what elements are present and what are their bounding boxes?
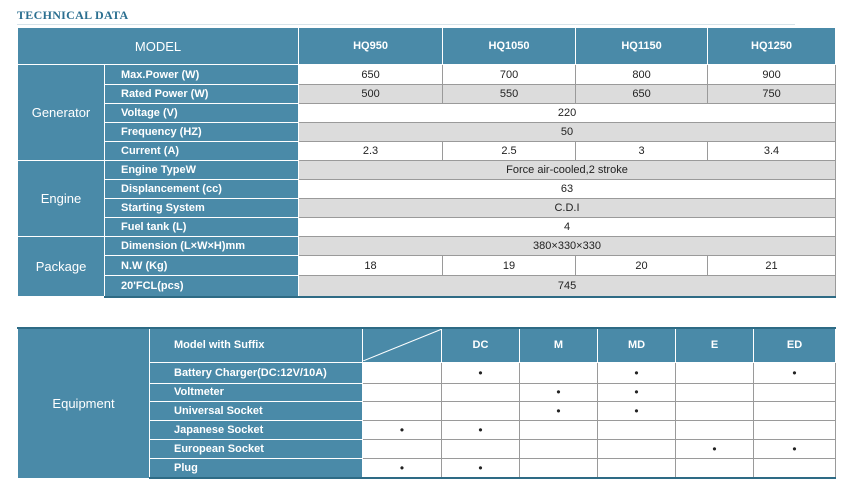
mark-cell: • bbox=[754, 439, 836, 458]
diagonal-line-icon bbox=[363, 329, 442, 361]
cell-fcl: 745 bbox=[299, 276, 836, 297]
mark-cell bbox=[363, 401, 442, 420]
cell-rated-power-hq950: 500 bbox=[299, 85, 443, 104]
mark-cell bbox=[754, 383, 836, 401]
suffix-col-ed: ED bbox=[754, 328, 836, 362]
mark-cell: • bbox=[598, 383, 676, 401]
mark-cell: • bbox=[363, 420, 442, 439]
suffix-col-md: MD bbox=[598, 328, 676, 362]
equipment-label: Japanese Socket bbox=[150, 420, 363, 439]
mark-cell: • bbox=[363, 458, 442, 478]
group-package: Package bbox=[18, 237, 105, 297]
mark-cell: • bbox=[598, 362, 676, 383]
row-label-dimension: Dimension (L×W×H)mm bbox=[105, 237, 299, 256]
row-label-displacement: Displancement (cc) bbox=[105, 180, 299, 199]
model-col-hq1150: HQ1150 bbox=[576, 28, 708, 65]
cell-max-power-hq1050: 700 bbox=[443, 65, 576, 85]
cell-current-hq1250: 3.4 bbox=[708, 142, 836, 161]
cell-nw-hq1150: 20 bbox=[576, 256, 708, 276]
row-label-net-weight: N.W (Kg) bbox=[105, 256, 299, 276]
mark-cell bbox=[363, 439, 442, 458]
cell-rated-power-hq1050: 550 bbox=[443, 85, 576, 104]
cell-current-hq950: 2.3 bbox=[299, 142, 443, 161]
cell-max-power-hq1150: 800 bbox=[576, 65, 708, 85]
equipment-label: Battery Charger(DC:12V/10A) bbox=[150, 362, 363, 383]
suffix-col-dc: DC bbox=[442, 328, 520, 362]
cell-voltage: 220 bbox=[299, 104, 836, 123]
cell-current-hq1150: 3 bbox=[576, 142, 708, 161]
suffix-col-e: E bbox=[676, 328, 754, 362]
mark-cell bbox=[520, 362, 598, 383]
mark-cell bbox=[598, 458, 676, 478]
row-label-voltage: Voltage (V) bbox=[105, 104, 299, 123]
row-label-starting-system: Starting System bbox=[105, 199, 299, 218]
section-title: TECHNICAL DATA bbox=[17, 8, 129, 22]
technical-data-table bbox=[17, 27, 836, 298]
cell-nw-hq950: 18 bbox=[299, 256, 443, 276]
group-engine: Engine bbox=[18, 161, 105, 237]
group-equipment: Equipment bbox=[18, 328, 150, 478]
mark-cell bbox=[520, 458, 598, 478]
equipment-label: Voltmeter bbox=[150, 383, 363, 401]
diagonal-header-cell bbox=[363, 328, 442, 362]
mark-cell: • bbox=[442, 362, 520, 383]
row-label-rated-power: Rated Power (W) bbox=[105, 85, 299, 104]
cell-rated-power-hq1150: 650 bbox=[576, 85, 708, 104]
mark-cell bbox=[676, 383, 754, 401]
mark-cell: • bbox=[598, 401, 676, 420]
mark-cell bbox=[442, 439, 520, 458]
cell-fuel-tank: 4 bbox=[299, 218, 836, 237]
suffix-header: Model with Suffix bbox=[150, 328, 363, 362]
cell-rated-power-hq1250: 750 bbox=[708, 85, 836, 104]
row-label-max-power: Max.Power (W) bbox=[105, 65, 299, 85]
row-label-engine-type: Engine TypeW bbox=[105, 161, 299, 180]
cell-starting-system: C.D.I bbox=[299, 199, 836, 218]
equipment-table bbox=[17, 327, 836, 479]
mark-cell bbox=[442, 383, 520, 401]
model-col-hq950: HQ950 bbox=[299, 28, 443, 65]
mark-cell bbox=[363, 362, 442, 383]
cell-frequency: 50 bbox=[299, 123, 836, 142]
cell-nw-hq1250: 21 bbox=[708, 256, 836, 276]
model-col-hq1050: HQ1050 bbox=[443, 28, 576, 65]
model-header: MODEL bbox=[18, 28, 299, 65]
mark-cell: • bbox=[520, 383, 598, 401]
mark-cell bbox=[520, 439, 598, 458]
row-label-frequency: Frequency (HZ) bbox=[105, 123, 299, 142]
cell-max-power-hq950: 650 bbox=[299, 65, 443, 85]
title-divider bbox=[17, 24, 795, 25]
mark-cell bbox=[598, 420, 676, 439]
mark-cell bbox=[598, 439, 676, 458]
mark-cell: • bbox=[520, 401, 598, 420]
mark-cell bbox=[363, 383, 442, 401]
group-generator: Generator bbox=[18, 65, 105, 161]
mark-cell bbox=[754, 458, 836, 478]
row-label-fcl: 20'FCL(pcs) bbox=[105, 276, 299, 297]
mark-cell bbox=[676, 401, 754, 420]
cell-displacement: 63 bbox=[299, 180, 836, 199]
equipment-label: European Socket bbox=[150, 439, 363, 458]
row-label-fuel-tank: Fuel tank (L) bbox=[105, 218, 299, 237]
suffix-col-m: M bbox=[520, 328, 598, 362]
mark-cell: • bbox=[442, 420, 520, 439]
mark-cell: • bbox=[676, 439, 754, 458]
cell-current-hq1050: 2.5 bbox=[443, 142, 576, 161]
model-col-hq1250: HQ1250 bbox=[708, 28, 836, 65]
cell-max-power-hq1250: 900 bbox=[708, 65, 836, 85]
mark-cell: • bbox=[754, 362, 836, 383]
mark-cell bbox=[676, 458, 754, 478]
mark-cell bbox=[442, 401, 520, 420]
equipment-label: Universal Socket bbox=[150, 401, 363, 420]
mark-cell bbox=[754, 420, 836, 439]
cell-engine-type: Force air-cooled,2 stroke bbox=[299, 161, 836, 180]
mark-cell: • bbox=[442, 458, 520, 478]
mark-cell bbox=[676, 362, 754, 383]
row-label-current: Current (A) bbox=[105, 142, 299, 161]
cell-dimension: 380×330×330 bbox=[299, 237, 836, 256]
equipment-label: Plug bbox=[150, 458, 363, 478]
mark-cell bbox=[754, 401, 836, 420]
mark-cell bbox=[520, 420, 598, 439]
mark-cell bbox=[676, 420, 754, 439]
cell-nw-hq1050: 19 bbox=[443, 256, 576, 276]
